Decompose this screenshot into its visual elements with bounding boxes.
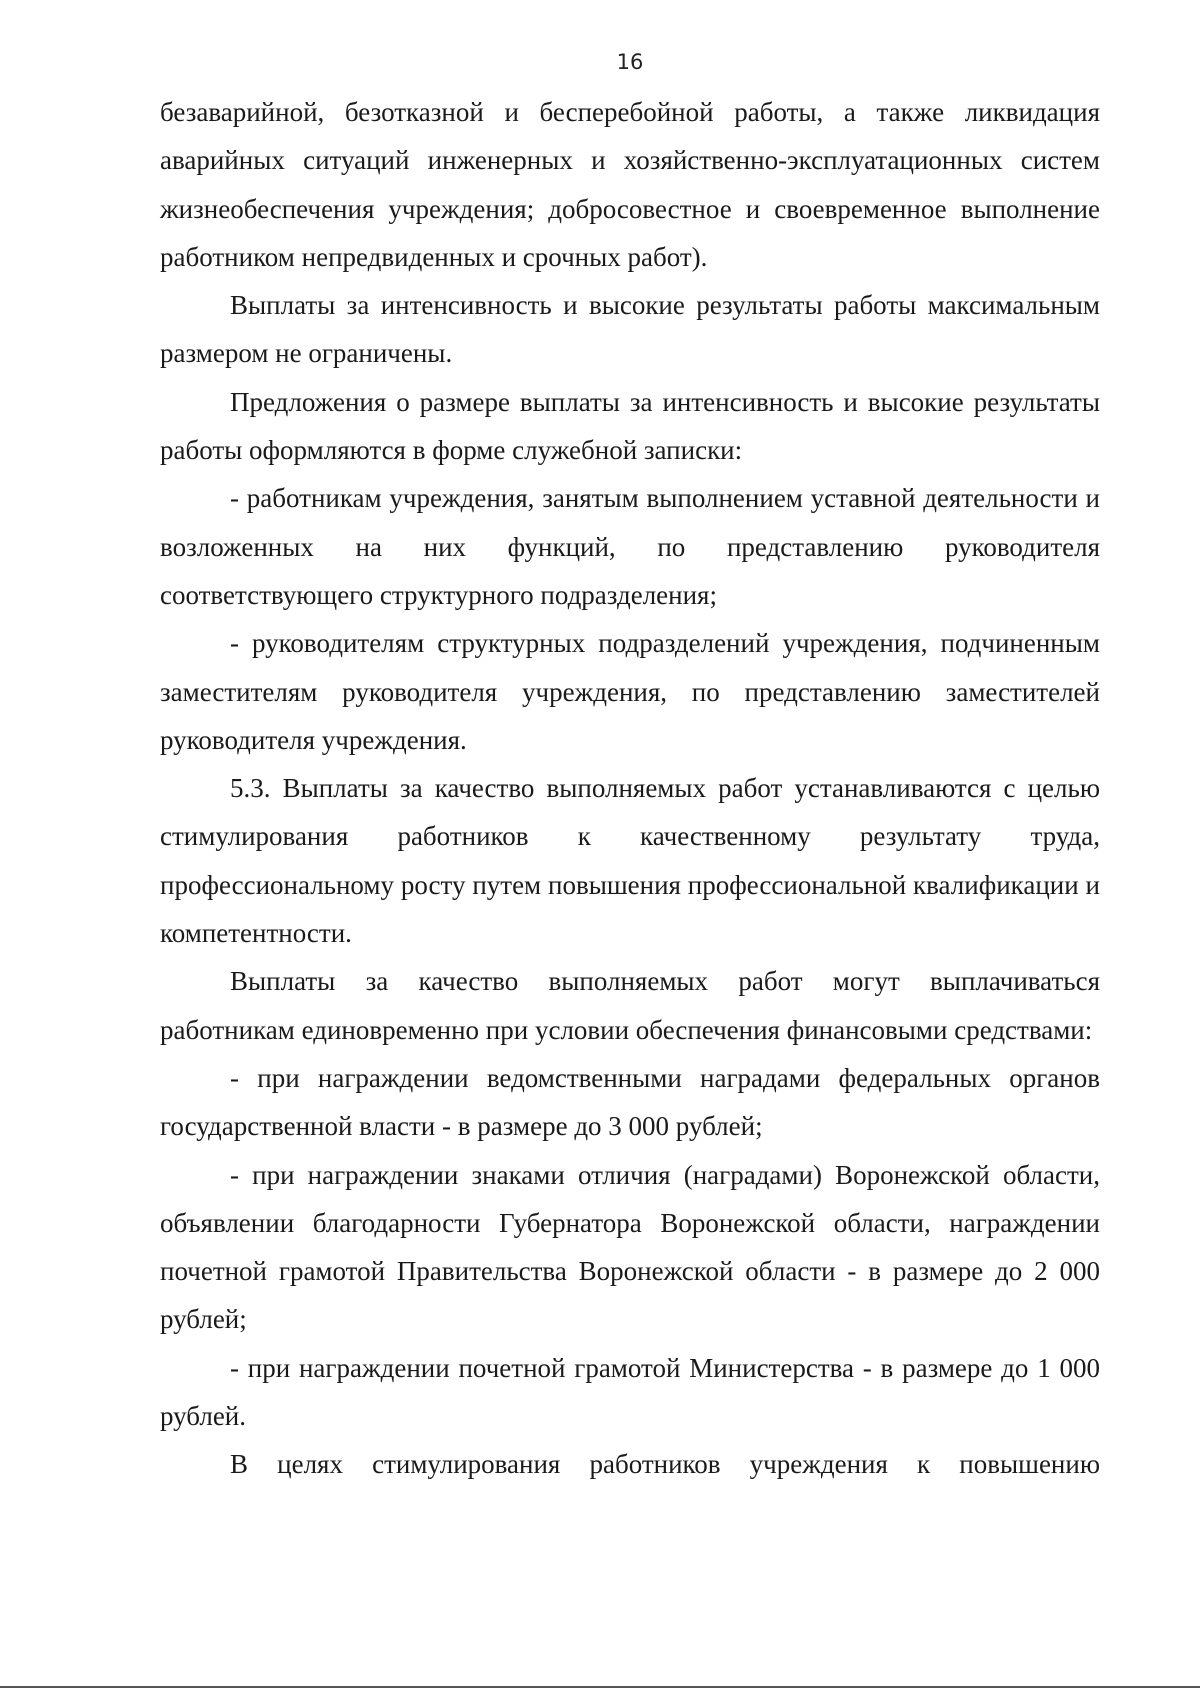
list-item-3: - при награждении ведомственными наградами федеральных органов государственной власти - в размере до 3 000 рублей; <box>160 1062 1100 1142</box>
page-number: 16 <box>616 50 644 74</box>
paragraph-2: Выплаты за интенсивность и высокие результаты работы максимальным размером не ограничены. <box>160 290 1100 369</box>
document-body <box>160 88 1100 1489</box>
section-5-3-paragraph: 5.3. Выплаты за качество выполняемых работ устанавливаются с целью стимулирования работников к качественному результату труда, профессиональному росту путем повышения профессиональной квалификации и компетентности. <box>160 773 1100 949</box>
paragraph-1: безаварийной, безотказной и бесперебойной работы, а также ликвидация аварийных ситуаций инженерных и хозяйственно-эксплуатационных систем жизнеобеспечения учреждения; добросовестное и своевременное выполнение работником непредвиденных и срочных работ). <box>160 97 1100 272</box>
list-item-5: - при награждении почетной грамотой Министерства - в размере до 1 000 рублей. <box>160 1352 1100 1432</box>
paragraph-quality-payments: Выплаты за качество выполняемых работ могут выплачиваться работникам единовременно при условии обеспечения финансовыми средствами: <box>160 966 1100 1045</box>
list-item-1: - работникам учреждения, занятым выполнением уставной деятельности и возложенных на них функций, по представлению руководителя соответствующего структурного подразделения; <box>160 483 1100 610</box>
paragraph-last: В целях стимулирования работников учреждения к повышению <box>230 1449 1100 1480</box>
list-item-4: - при награждении знаками отличия (наградами) Воронежской области, объявлении благодарности Губернатора Воронежской области, награждении почетной грамотой Правительства Воронежской области - в размере до 2 000 рублей; <box>160 1159 1100 1335</box>
bottom-edge-line <box>0 1686 1200 1688</box>
list-item-2: - руководителям структурных подразделений учреждения, подчиненным заместителям руководителя учреждения, по представлению заместителей руководителя учреждения. <box>160 628 1100 755</box>
paragraph-3: Предложения о размере выплаты за интенсивность и высокие результаты работы оформляются в форме служебной записки: <box>160 386 1100 466</box>
